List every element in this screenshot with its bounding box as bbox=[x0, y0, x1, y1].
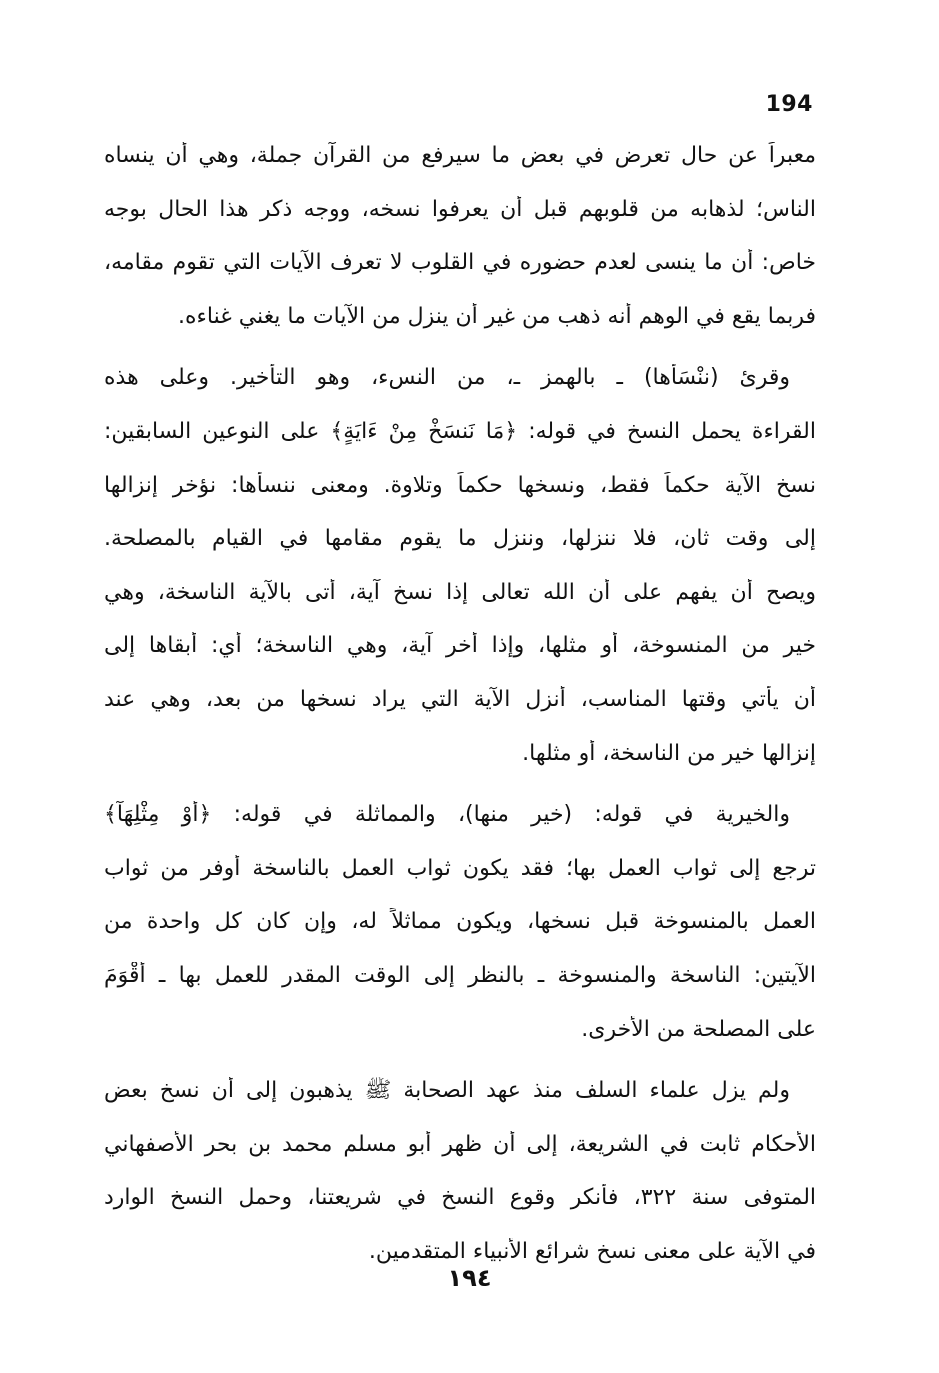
text-line: في الآية على معنى نسخ شرائع الأنبياء المتقدمين. bbox=[368, 1238, 816, 1264]
text-line: العمل بالمنسوخة قبل نسخها، ويكون مماثلاً له، وإن كان كل واحدة من bbox=[104, 909, 816, 935]
text-line: الآيتين: الناسخة والمنسوخة ـ بالنظر إلى الوقت المقدر للعمل بها ـ أَقْوَمَ bbox=[104, 962, 816, 988]
text-line: الأحكام ثابت في الشريعة، إلى أن ظهر أبو مسلم محمد بن بحر الأصفهاني bbox=[104, 1131, 816, 1157]
text-line: إلى وقت ثان، فلا ننزلها، وننزل ما يقوم مقامها في القيام بالمصلحة. bbox=[104, 526, 816, 552]
text-line: ويصح أن يفهم على أن الله تعالى إذا نسخ آية، أتى بالآية الناسخة، وهي bbox=[104, 579, 816, 605]
text-line: ترجع إلى ثواب العمل بها؛ فقد يكون ثواب العمل بالناسخة أوفر من ثواب bbox=[104, 855, 816, 881]
text-line: القراءة يحمل النسخ في قوله: ﴿مَا نَنسَخْ مِنْ ءَايَةٍ﴾ على النوعين السابقين: bbox=[104, 418, 816, 444]
text-line: المتوفى سنة ٣٢٢، فأنكر وقوع النسخ في شريعتنا، وحمل النسخ الوارد bbox=[104, 1185, 816, 1211]
text-line: الناس؛ لذهابه من قلوبهم قبل أن يعرفوا نسخه، ووجه ذكر هذا الحال بوجه bbox=[104, 196, 816, 222]
text-line: إنزالها خير من الناسخة، أو مثلها. bbox=[522, 740, 816, 766]
text-line: خير من المنسوخة، أو مثلها، وإذا أخر آية، وهي الناسخة؛ أي: أبقاها إلى bbox=[104, 633, 816, 659]
text-line: والخيرية في قوله: (خير منها)، والمماثلة في قوله: ﴿أَوْ مِثْلِهَآ﴾ bbox=[104, 802, 790, 828]
text-line: فربما يقع في الوهم أنه ذهب من غير أن ينزل من الآيات ما يغني غناءه. bbox=[178, 303, 816, 329]
text-line: وقرئ (ننْسَأْها) ـ بالهمز ـ، من النسء، وهو التأخير. وعلى هذه bbox=[104, 365, 790, 391]
paragraph-3 bbox=[104, 801, 816, 1069]
text-line: أن يأتي وقتها المناسب، أنزل الآية التي يراد نسخها من بعد، وهي عند bbox=[104, 686, 816, 712]
paragraph-1 bbox=[104, 142, 816, 356]
text-line: معبراً عن حال تعرض في بعض ما سيرفع من القرآن جملة، وهي أن ينساه bbox=[104, 143, 816, 168]
paragraph-2 bbox=[104, 364, 816, 793]
page-number-footer: ١٩٤ bbox=[447, 1264, 492, 1292]
text-line: على المصلحة من الأخرى. bbox=[581, 1016, 816, 1042]
paragraph-4 bbox=[104, 1077, 816, 1291]
text-line: ولم يزل علماء السلف منذ عهد الصحابة ﷺ يذهبون إلى أن نسخ بعض bbox=[104, 1078, 790, 1104]
text-line: خاص: أن ما ينسى لعدم حضوره في القلوب لا تعرف الآيات التي تقوم مقامه، bbox=[104, 250, 816, 276]
body-text bbox=[104, 142, 816, 1291]
text-line: نسخ الآية حكماً فقط، ونسخها حكماً وتلاوة. ومعنى ننسأها: نؤخر إنزالها bbox=[104, 472, 816, 498]
page-number-header: 194 bbox=[765, 92, 813, 117]
